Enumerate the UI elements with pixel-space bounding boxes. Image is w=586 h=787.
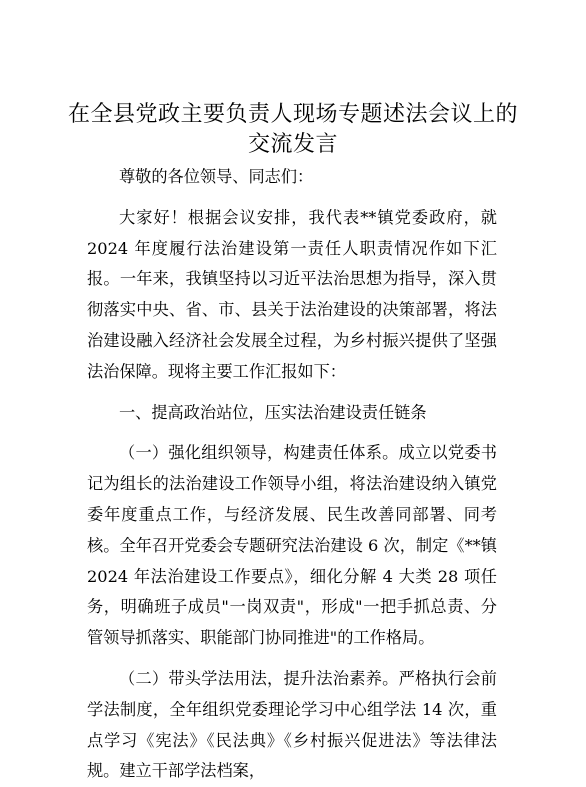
salutation: 尊敬的各位领导、同志们： bbox=[119, 167, 314, 186]
paragraph-1: （一）强化组织领导，构建责任体系。成立以党委书记为组长的法治建设工作领导小组，将法治建设纳入镇党委年度重点工作，与经济发展、民生改善同部署、同考核。全年召开党委会专题研究法治建设 6 次，制定《**镇 2024 年法治建设工作要点》，细化分解 4 大类 28 项任务，明确班子成员"一岗双责"，形成"一把手抓总责、分管领导抓落实、职能部门协同推进"的工作格局。 bbox=[87, 443, 497, 648]
section-heading: 一、提高政治站位，压实法治建设责任链条 bbox=[119, 402, 427, 422]
paragraph-2: （二）带头学法用法，提升法治素养。严格执行会前学法制度，全年组织党委理论学习中心组学法 14 次，重点学习《宪法》《民法典》《乡村振兴促进法》等法律法规。建立干部学法档案， bbox=[87, 668, 497, 781]
intro-paragraph: 大家好！根据会议安排，我代表**镇党委政府，就 2024 年度履行法治建设第一责任人职责情况作如下汇报。一年来，我镇坚持以习近平法治思想为指导，深入贯彻落实中央、省、市、县关于法治建设的决策部署，将法治建设融入经济社会发展全过程，为乡村振兴提供了坚强法治保障。现将主要工作汇报如下： bbox=[87, 207, 497, 381]
document-body bbox=[87, 162, 497, 787]
document-title: 在全县党政主要负责人现场专题述法会议上的交流发言 bbox=[67, 102, 518, 157]
